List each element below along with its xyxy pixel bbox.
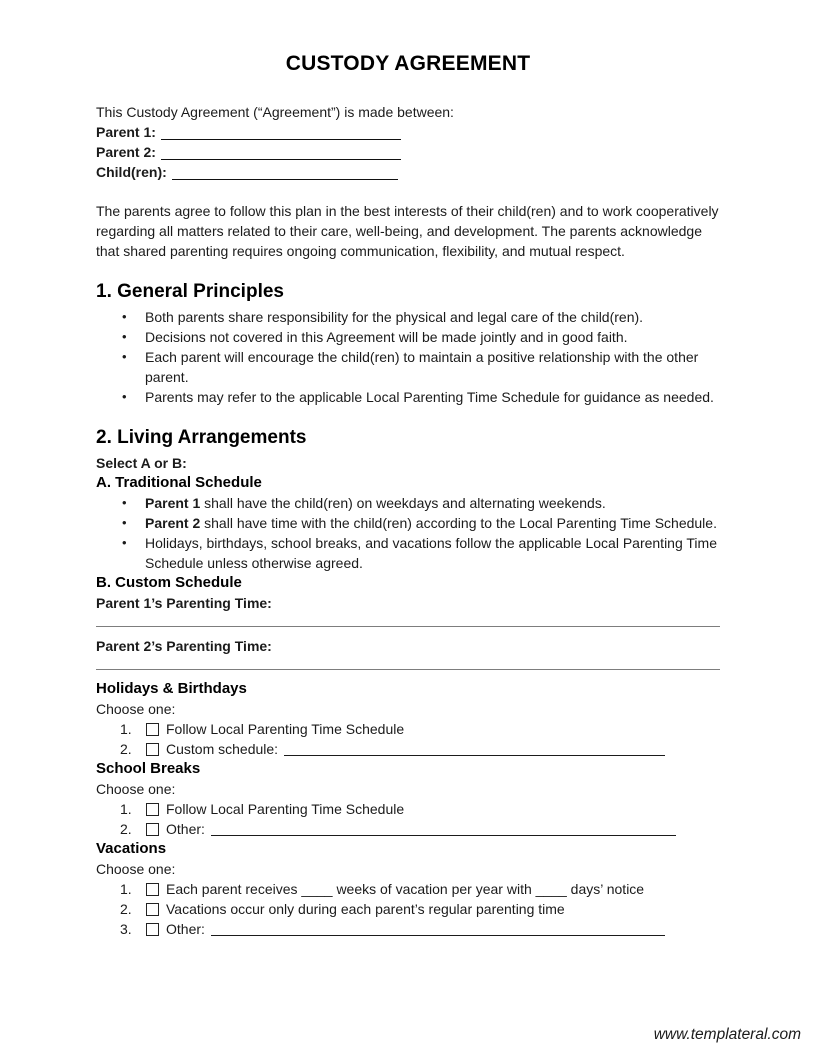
list-item	[122, 387, 720, 407]
bullet-icon: •	[122, 309, 127, 324]
bullet-text: Parents may refer to the applicable Local Parenting Time Schedule for guidance as needed.	[145, 389, 714, 405]
vacations-option-2-checkbox[interactable]	[146, 903, 159, 916]
children-label: Child(ren):	[96, 164, 167, 180]
choice-item	[120, 899, 720, 919]
parent-1-label: Parent 1:	[96, 124, 156, 140]
page-title: CUSTODY AGREEMENT	[285, 52, 531, 75]
option-b-heading: B. Custom Schedule	[96, 574, 242, 591]
item-number: 1.	[120, 881, 132, 897]
choice-item	[120, 819, 720, 839]
bullet-rest: shall have time with the child(ren) according to the Local Parenting Time Schedule.	[200, 515, 717, 531]
parent-2-time-label: Parent 2’s Parenting Time:	[96, 638, 272, 654]
item-number: 2.	[120, 901, 132, 917]
field-parent-2	[96, 142, 720, 162]
vacations-option-1-checkbox[interactable]	[146, 883, 159, 896]
holidays-choose-label: Choose one:	[96, 701, 176, 717]
school-option-2-checkbox[interactable]	[146, 823, 159, 836]
field-parent-1	[96, 122, 720, 142]
list-item	[122, 307, 720, 327]
field-children	[96, 162, 720, 182]
children-input-line[interactable]	[172, 179, 398, 180]
bullet-rest: shall have the child(ren) on weekdays and alternating weekends.	[200, 495, 606, 511]
choice-item	[120, 879, 720, 899]
school-option-1-checkbox[interactable]	[146, 803, 159, 816]
choice-item	[120, 739, 720, 759]
vacations-option-3-checkbox[interactable]	[146, 923, 159, 936]
intro-paragraph: The parents agree to follow this plan in the best interests of their child(ren) and to work cooperatively regarding all matters related to their care, well-being, and development. The parents acknowledge that shared parenting requires ongoing communication, flexibility, and mutual respect.	[96, 203, 719, 259]
option-a-heading: A. Traditional Schedule	[96, 474, 262, 491]
parent-1-time-fill-line[interactable]	[96, 613, 720, 627]
bullet-rest: Holidays, birthdays, school breaks, and vacations follow the applicable Local Parenting Time Schedule unless otherwise agreed.	[145, 535, 717, 571]
custom-schedule-blank-line[interactable]	[284, 755, 665, 756]
bullet-icon: •	[122, 329, 127, 344]
vacations-other-blank-line[interactable]	[211, 935, 665, 936]
bullet-text	[145, 513, 720, 533]
choice-label: Vacations occur only during each parent’s regular parenting time	[166, 901, 565, 917]
holidays-heading: Holidays & Birthdays	[96, 680, 247, 697]
bullet-icon: •	[122, 349, 127, 364]
list-item	[122, 493, 720, 513]
choice-item	[120, 799, 720, 819]
parent-2-label: Parent 2:	[96, 144, 156, 160]
vacations-choose-label: Choose one:	[96, 861, 176, 877]
footer-url: www.templateral.com	[653, 1026, 801, 1043]
bullet-icon: •	[122, 495, 127, 510]
section-1-heading: 1. General Principles	[96, 281, 284, 302]
choice-label: Other:	[166, 821, 205, 837]
choice-item	[120, 919, 720, 939]
choice-label: Follow Local Parenting Time Schedule	[166, 721, 405, 737]
bullet-icon: •	[122, 535, 127, 550]
holidays-option-1-checkbox[interactable]	[146, 723, 159, 736]
bullet-text: Each parent will encourage the child(ren) to maintain a positive relationship with the other parent.	[145, 349, 699, 385]
list-item	[122, 327, 720, 347]
parent-1-time-label: Parent 1’s Parenting Time:	[96, 595, 272, 611]
holidays-option-2-checkbox[interactable]	[146, 743, 159, 756]
bullet-lead: Parent 2	[145, 515, 201, 531]
list-item	[122, 533, 720, 573]
bullet-text	[145, 533, 720, 573]
item-number: 1.	[120, 801, 132, 817]
bullet-text: Decisions not covered in this Agreement will be made jointly and in good faith.	[145, 329, 628, 345]
bullet-icon: •	[122, 515, 127, 530]
choice-label: Custom schedule:	[166, 741, 279, 757]
select-a-or-b-label: Select A or B:	[96, 455, 187, 471]
choice-item	[120, 719, 720, 739]
list-item	[122, 347, 720, 387]
school-choose-label: Choose one:	[96, 781, 176, 797]
choice-label: Each parent receives ____ weeks of vacation per year with ____ days’ notice	[166, 881, 645, 897]
parent-2-time-fill-line[interactable]	[96, 656, 720, 670]
vacations-heading: Vacations	[96, 840, 167, 857]
bullet-icon: •	[122, 389, 127, 404]
list-item	[122, 513, 720, 533]
parent-2-input-line[interactable]	[161, 159, 401, 160]
school-breaks-heading: School Breaks	[96, 760, 201, 777]
bullet-text: Both parents share responsibility for the physical and legal care of the child(ren).	[145, 309, 644, 325]
item-number: 2.	[120, 741, 132, 757]
school-other-blank-line[interactable]	[211, 835, 676, 836]
bullet-lead: Parent 1	[145, 495, 201, 511]
bullet-text	[145, 493, 720, 513]
choice-label: Other:	[166, 921, 205, 937]
item-number: 1.	[120, 721, 132, 737]
choice-label: Follow Local Parenting Time Schedule	[166, 801, 405, 817]
item-number: 2.	[120, 821, 132, 837]
intro-lead: This Custody Agreement (“Agreement”) is made between:	[96, 104, 454, 120]
section-2-heading: 2. Living Arrangements	[96, 427, 307, 448]
parent-1-input-line[interactable]	[161, 139, 401, 140]
item-number: 3.	[120, 921, 132, 937]
